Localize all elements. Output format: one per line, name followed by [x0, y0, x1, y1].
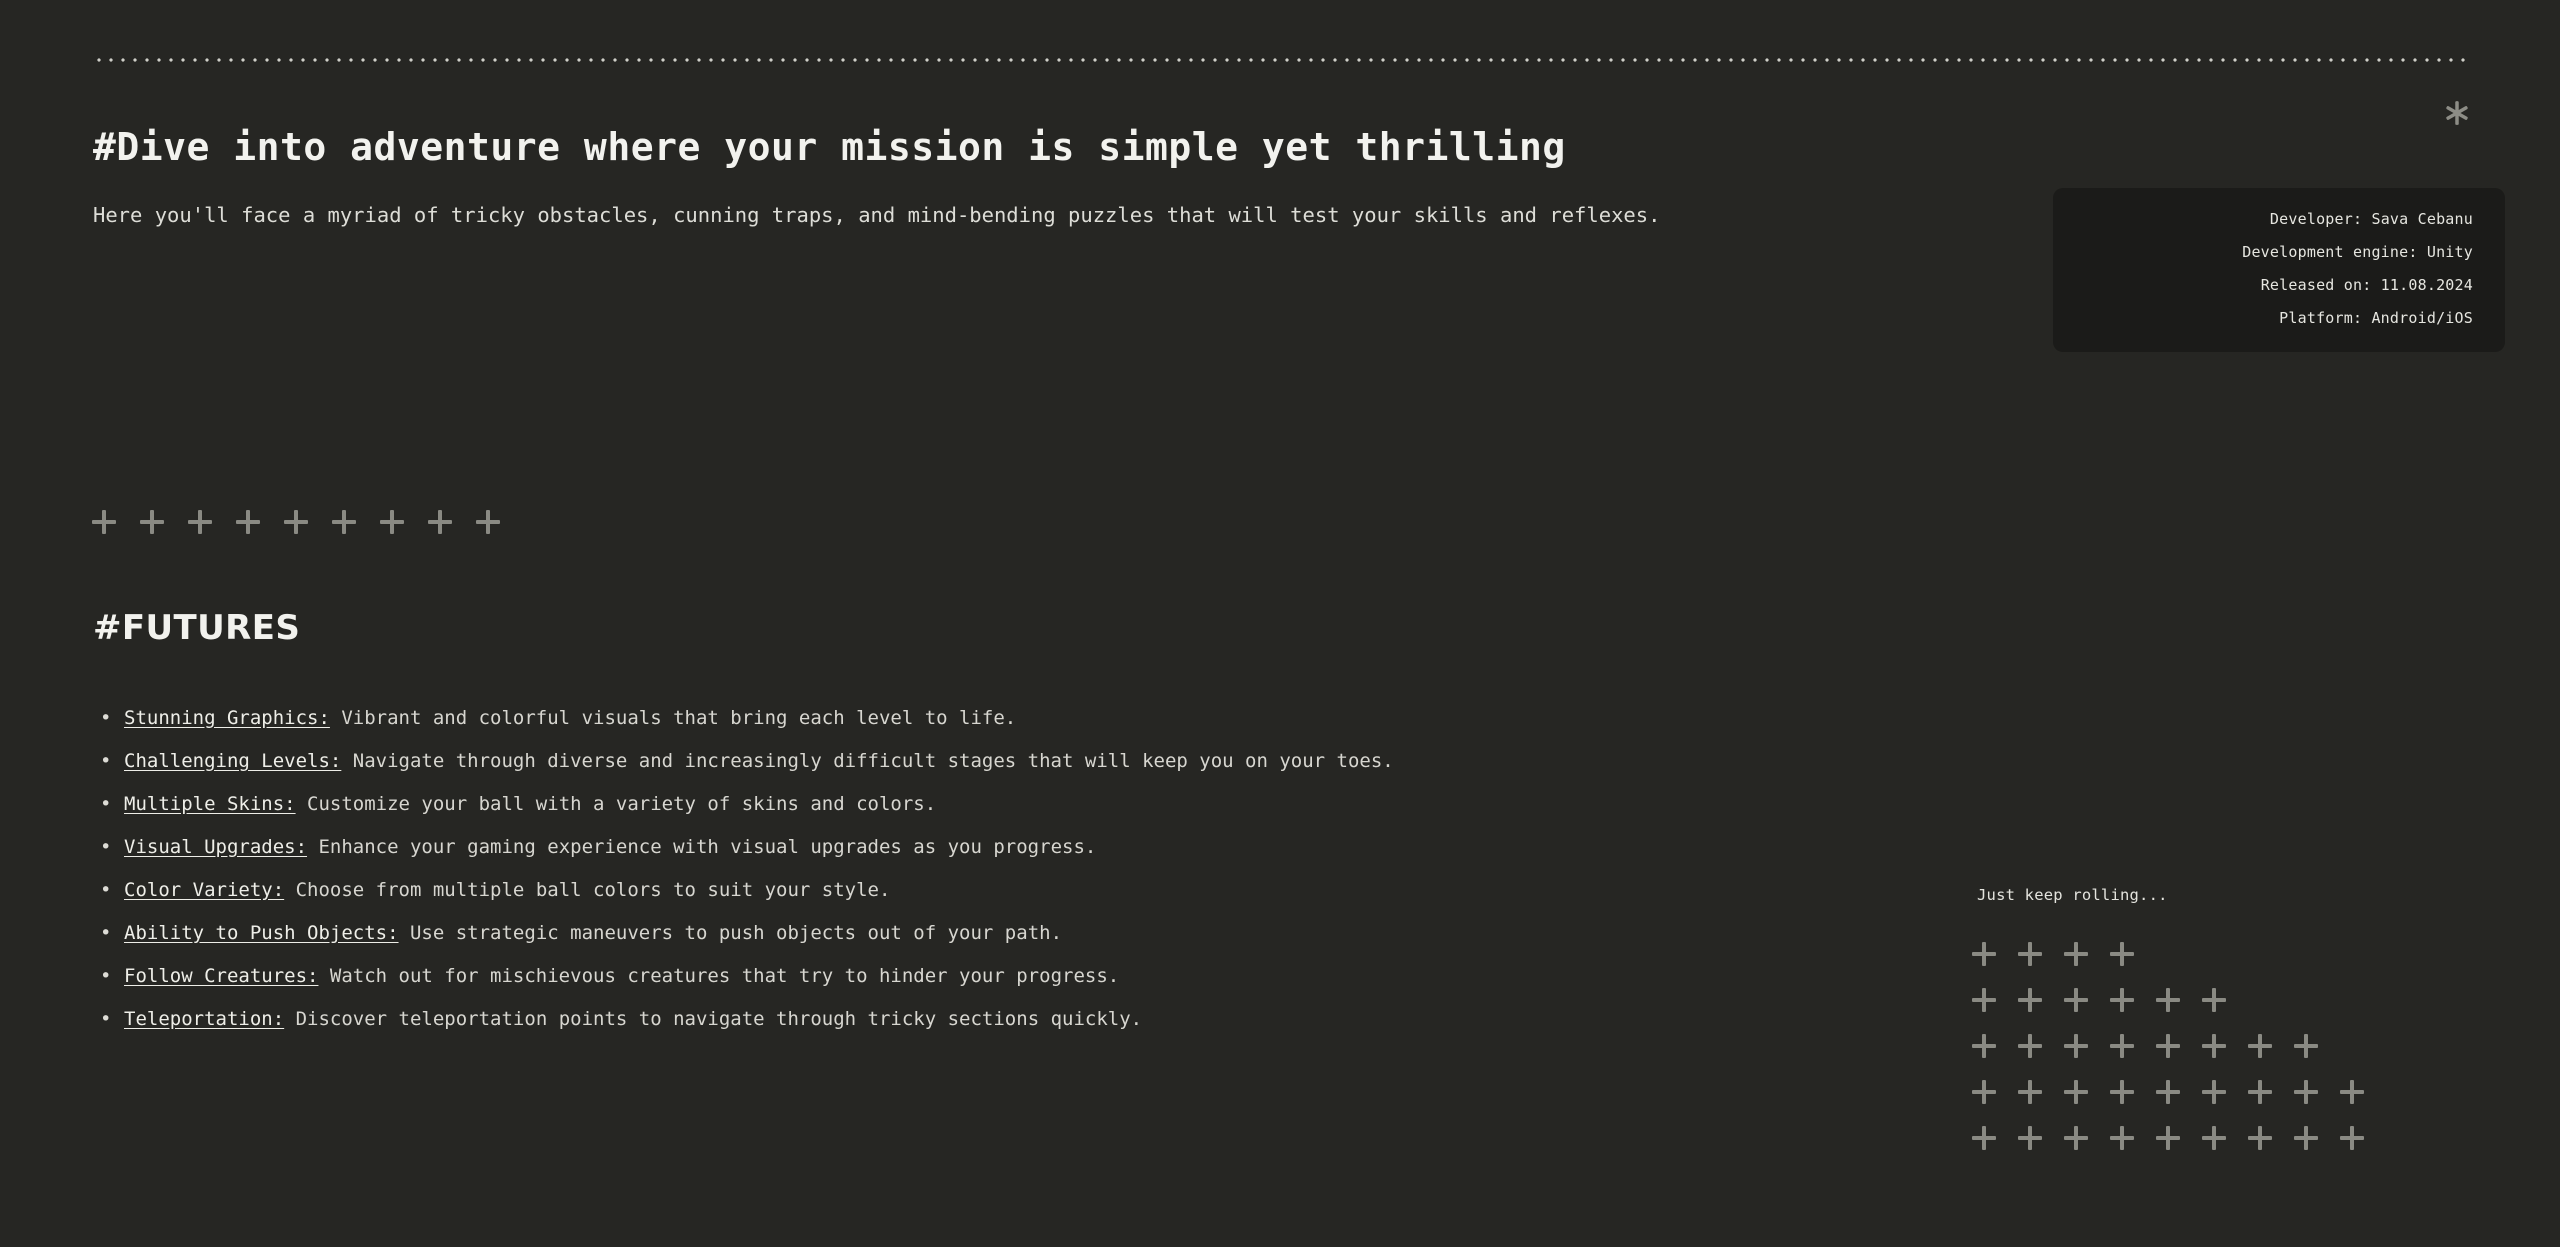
info-released: Released on: 11.08.2024	[2260, 276, 2473, 294]
info-engine: Development engine: Unity	[2242, 243, 2473, 261]
feature-description: Customize your ball with a variety of skins and colors.	[295, 792, 937, 815]
feature-term: Ability to Push Objects:	[124, 921, 399, 944]
feature-term: Stunning Graphics:	[124, 707, 330, 729]
plus-icon	[332, 510, 356, 534]
plus-icon	[2064, 1080, 2088, 1104]
list-item	[93, 791, 1593, 818]
plus-icon	[1972, 942, 1996, 966]
plus-icon	[2110, 1126, 2134, 1150]
plus-grid-row	[1972, 1080, 2364, 1104]
plus-icon	[2156, 1034, 2180, 1058]
feature-term: Follow Creatures:	[124, 964, 319, 987]
feature-term: Teleportation:	[124, 1007, 285, 1030]
plus-icon	[2202, 988, 2226, 1012]
list-item	[93, 963, 1593, 990]
plus-icon	[2110, 988, 2134, 1012]
feature-term: Multiple Skins:	[124, 792, 296, 815]
info-developer: Developer: Sava Cebanu	[2269, 210, 2473, 228]
plus-icon	[1972, 988, 1996, 1012]
plus-icon	[2018, 1034, 2042, 1058]
plus-icon	[1972, 1034, 1996, 1058]
plus-grid-row	[1972, 942, 2364, 966]
hero-section	[93, 125, 1853, 230]
plus-icon	[2340, 1126, 2364, 1150]
plus-icon	[2202, 1080, 2226, 1104]
list-item	[93, 920, 1593, 947]
feature-description: Watch out for mischievous creatures that try to hinder your progress.	[318, 964, 1120, 987]
feature-term: Challenging Levels:	[124, 749, 342, 772]
feature-description: Vibrant and colorful visuals that bring each level to life.	[329, 707, 1017, 729]
plus-icon	[2064, 1126, 2088, 1150]
plus-icon	[2248, 1080, 2272, 1104]
plus-icon	[2294, 1034, 2318, 1058]
hero-subtitle: Here you'll face a myriad of tricky obstacles, cunning traps, and mind-bending puzzles that will test your skills and reflexes.	[93, 202, 1661, 227]
plus-grid-row	[1972, 1034, 2364, 1058]
plus-icon	[2018, 1126, 2042, 1150]
plus-icon	[2202, 1126, 2226, 1150]
list-item	[93, 748, 1593, 775]
asterisk-icon	[2444, 100, 2470, 126]
plus-icon	[284, 510, 308, 534]
game-info-card	[2053, 188, 2505, 352]
plus-grid-row	[1972, 988, 2364, 1012]
plus-icon	[2202, 1034, 2226, 1058]
plus-icon	[2156, 988, 2180, 1012]
plus-icon	[2064, 1034, 2088, 1058]
plus-icon	[476, 510, 500, 534]
feature-description: Enhance your gaming experience with visual upgrades as you progress.	[307, 835, 1097, 858]
feature-term: Visual Upgrades:	[124, 835, 308, 858]
plus-icon	[2156, 1126, 2180, 1150]
plus-icon	[2110, 1034, 2134, 1058]
dotted-divider	[93, 58, 2467, 62]
plus-icon	[380, 510, 404, 534]
features-heading: #FUTURES	[93, 608, 301, 648]
features-list	[93, 705, 1593, 1049]
plus-icon	[2018, 942, 2042, 966]
plus-icon	[2156, 1080, 2180, 1104]
plus-divider-row	[92, 510, 500, 534]
plus-icon	[1972, 1080, 1996, 1104]
feature-term: Color Variety:	[124, 878, 285, 901]
plus-icon	[2018, 1080, 2042, 1104]
plus-icon	[140, 510, 164, 534]
rolling-caption: Just keep rolling...	[1977, 886, 2168, 904]
info-platform: Platform: Android/iOS	[2279, 309, 2473, 327]
feature-description: Use strategic maneuvers to push objects out of your path.	[398, 921, 1063, 944]
plus-icon	[2294, 1080, 2318, 1104]
plus-icon	[188, 510, 212, 534]
plus-icon	[1972, 1126, 1996, 1150]
plus-icon	[2340, 1080, 2364, 1104]
plus-icon	[2064, 988, 2088, 1012]
plus-icon	[2248, 1126, 2272, 1150]
plus-icon	[428, 510, 452, 534]
feature-description: Discover teleportation points to navigate through tricky sections quickly.	[284, 1007, 1143, 1030]
plus-icon	[2294, 1126, 2318, 1150]
plus-icon	[2110, 1080, 2134, 1104]
plus-grid-row	[1972, 1126, 2364, 1150]
feature-description: Choose from multiple ball colors to suit your style.	[284, 878, 891, 901]
list-item	[93, 834, 1593, 861]
page-title: #Dive into adventure where your mission is simple yet thrilling	[93, 125, 1566, 169]
plus-icon	[2018, 988, 2042, 1012]
list-item	[93, 705, 1593, 732]
list-item	[93, 877, 1593, 904]
plus-grid	[1972, 942, 2364, 1150]
plus-icon	[2248, 1034, 2272, 1058]
list-item	[93, 1006, 1593, 1033]
feature-description: Navigate through diverse and increasingly difficult stages that will keep you on your toes.	[341, 749, 1394, 772]
plus-icon	[92, 510, 116, 534]
plus-icon	[2110, 942, 2134, 966]
plus-icon	[236, 510, 260, 534]
plus-icon	[2064, 942, 2088, 966]
